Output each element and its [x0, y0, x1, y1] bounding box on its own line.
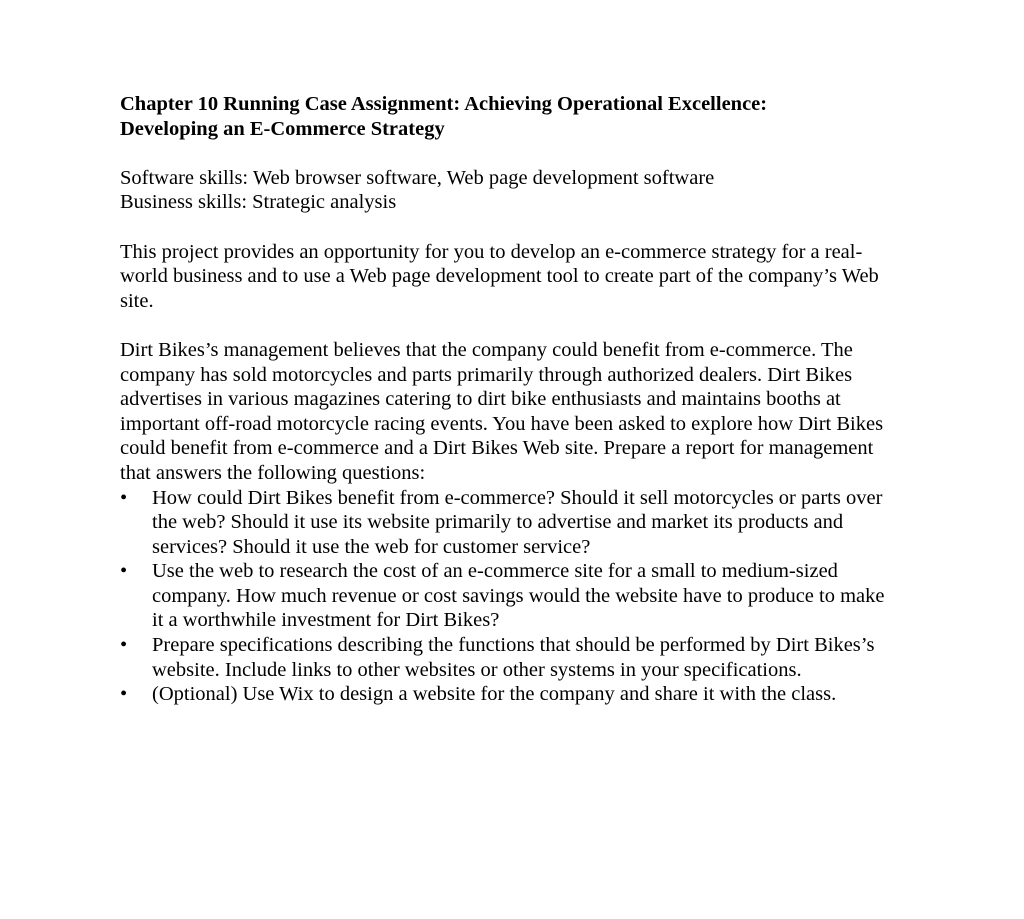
title-line-1: Chapter 10 Running Case Assignment: Achieving Operational Excellence:	[120, 93, 768, 115]
bullet-icon: •	[120, 683, 128, 706]
question-text: Use the web to research the cost of an e-commerce site for a small to medium-sized company. How much revenue or cost savings would the website have to produce to make it a worthwhile investment for Dirt Bikes?	[152, 560, 885, 632]
question-list	[120, 486, 900, 707]
bullet-icon: •	[120, 634, 128, 657]
question-text: How could Dirt Bikes benefit from e-commerce? Should it sell motorcycles or parts over the web? Should it use its website primarily to advertise and market its products and services? Should it use the web for customer service?	[152, 486, 883, 558]
document-page	[120, 92, 900, 707]
body-paragraph: Dirt Bikes’s management believes that the company could benefit from e-commerce. The company has sold motorcycles and parts primarily through authorized dealers. Dirt Bikes advertises in various magazines catering to dirt bike enthusiasts and maintains booths at important off-road motorcycle racing events. You have been asked to explore how Dirt Bikes could benefit from e-commerce and a Dirt Bikes Web site. Prepare a report for management that answers the following questions:	[120, 338, 884, 484]
title-line-2: Developing an E-Commerce Strategy	[120, 117, 445, 140]
bullet-icon: •	[120, 560, 128, 583]
list-item	[120, 486, 900, 560]
document-title	[120, 92, 900, 141]
question-text: Prepare specifications describing the functions that should be performed by Dirt Bikes’s website. Include links to other websites or other systems in your specifications.	[152, 634, 875, 681]
business-skills: Business skills: Strategic analysis	[120, 191, 397, 214]
intro-paragraph: This project provides an opportunity for you to develop an e-commerce strategy for a real-world business and to use a Web page development tool to create part of the company’s Web site.	[120, 240, 879, 312]
bullet-icon: •	[120, 486, 128, 509]
software-skills: Software skills: Web browser software, Web page development software	[120, 166, 715, 189]
skills-block	[120, 166, 900, 215]
question-text: (Optional) Use Wix to design a website for the company and share it with the class.	[152, 683, 837, 706]
list-item	[120, 559, 900, 633]
list-item	[120, 633, 900, 682]
list-item	[120, 682, 900, 707]
